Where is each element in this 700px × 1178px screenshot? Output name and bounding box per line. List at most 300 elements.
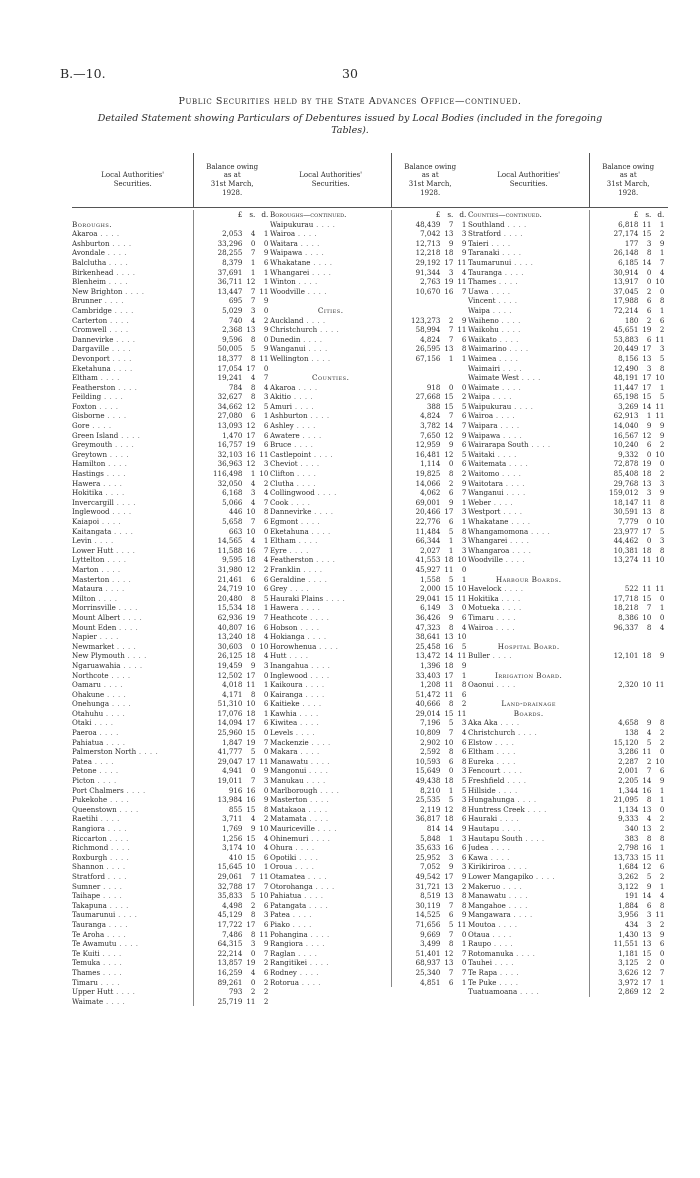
pence-value: 4: [461, 267, 467, 277]
shillings-value: 17: [642, 977, 652, 987]
balance-amount: [391, 306, 468, 316]
pounds-value: 11,484: [415, 526, 441, 536]
pence-value: 1: [263, 411, 269, 421]
balance-amount: [589, 939, 666, 949]
pounds-value: 53,883: [613, 334, 639, 344]
authority-name: Greytown . .: [72, 450, 193, 460]
shillings-value: 4: [250, 478, 256, 488]
balance-amount: [391, 421, 468, 431]
authority-name: Timaru . .: [468, 613, 589, 623]
balance-amount: [193, 853, 270, 863]
authority-name: Harbour Boards.: [495, 574, 562, 584]
balance-amount: [391, 555, 468, 565]
balance-amount: [391, 603, 468, 613]
pence-value: 10: [457, 555, 467, 565]
authority-name: Rotomanuka . .: [468, 949, 589, 959]
authority-name: Hutt . .: [270, 651, 391, 661]
shillings-value: 12: [642, 862, 652, 872]
balance-amount: [391, 949, 468, 959]
authority-name: Kawhia . .: [270, 709, 391, 719]
pounds-value: 50,005: [217, 344, 243, 354]
balance-amount: [193, 411, 270, 421]
table-row: [72, 958, 270, 968]
table-row: [270, 814, 468, 824]
pounds-value: 25,535: [415, 795, 441, 805]
table-row: [468, 603, 666, 613]
authority-name: Waipawa . .: [270, 248, 391, 258]
shillings-value: 8: [250, 689, 256, 699]
authority-name: Masterton . .: [72, 575, 193, 585]
header-text: 1928.: [222, 188, 243, 197]
table-row: [468, 373, 666, 383]
table-row: [468, 469, 666, 479]
balance-amount: [193, 901, 270, 911]
table-row: [72, 440, 270, 450]
authority-name: Mount Albert . .: [72, 613, 193, 623]
pounds-value: 3,626: [618, 967, 639, 977]
pounds-value: 13,093: [217, 421, 243, 431]
balance-amount: [193, 488, 270, 498]
authority-name: Taihape . .: [72, 891, 193, 901]
table-row: [468, 690, 666, 700]
shillings-value: [638, 699, 651, 709]
shillings-value: 11: [642, 555, 652, 565]
pounds-value: [590, 661, 638, 671]
balance-amount: [391, 834, 468, 844]
shillings-value: 3: [646, 238, 652, 248]
pounds-value: 58,994: [415, 325, 441, 335]
authority-name: Winton . .: [270, 277, 391, 287]
shillings-value: 12: [642, 430, 652, 440]
balance-amount: [193, 229, 270, 239]
authority-name: Kaikoura . .: [270, 680, 391, 690]
table-row: [468, 901, 666, 911]
pounds-value: 7,486: [222, 929, 243, 939]
pence-value: 2: [659, 871, 665, 881]
pounds-value: 25,952: [415, 852, 441, 862]
pence-value: 0: [461, 603, 467, 613]
authority-name: Akaroa . .: [270, 383, 391, 393]
table-row: [72, 306, 270, 316]
authority-name: Waiheno . .: [468, 316, 589, 326]
table-row: [468, 498, 666, 508]
shillings-value: 17: [444, 670, 454, 680]
shillings-value: 14: [642, 776, 652, 786]
authority-name: Hokitika . .: [72, 488, 193, 498]
pounds-value: 13,984: [217, 795, 243, 805]
balance-amount: [193, 690, 270, 700]
shillings-value: 10: [246, 526, 256, 536]
authority-name: Stratford . .: [72, 872, 193, 882]
authority-name: Cheviot . .: [270, 459, 391, 469]
shillings-value: 5: [250, 344, 256, 354]
pence-value: 6: [461, 459, 467, 469]
table-row: [270, 316, 468, 326]
balance-amount: [193, 248, 270, 258]
authority-name: Westport . .: [468, 507, 589, 517]
pence-value: 0: [263, 363, 269, 373]
table-row: [270, 776, 468, 786]
header-text: Balance owing: [206, 162, 259, 171]
authority-name: Grey . .: [270, 584, 391, 594]
shillings-value: [440, 364, 453, 374]
table-row: [468, 344, 666, 354]
shillings-value: 7: [448, 411, 454, 421]
table-row: [72, 795, 270, 805]
pounds-value: [194, 220, 242, 230]
pence-value: 11: [259, 449, 269, 459]
authority-name: Collingwood . .: [270, 488, 391, 498]
authority-name: Hobson . .: [270, 623, 391, 633]
table-row: [468, 421, 666, 431]
shillings-value: 17: [444, 507, 454, 517]
table-row: [270, 738, 468, 748]
pence-value: 6: [461, 747, 467, 757]
shillings-value: 6: [448, 517, 454, 526]
pounds-value: 67,156: [415, 353, 441, 363]
table-row: [270, 536, 468, 546]
pounds-value: 14,040: [613, 421, 639, 431]
pounds-value: 388: [426, 401, 441, 411]
shillings-value: 12: [444, 948, 454, 958]
pence-value: 2: [263, 478, 269, 488]
pounds-value: 16,757: [217, 440, 243, 450]
shillings-value: 11: [642, 219, 652, 229]
authority-name: Hospital Board.: [497, 641, 560, 651]
table-row: [72, 968, 270, 978]
table-row: [270, 479, 468, 489]
balance-amount: [589, 623, 666, 633]
authority-name: Manawatu . .: [468, 891, 589, 901]
pounds-value: 33,403: [415, 670, 441, 680]
pounds-value: 11,551: [613, 939, 639, 949]
pence-value: 9: [263, 344, 269, 354]
table-row: [72, 277, 270, 287]
balance-amount: [193, 373, 270, 383]
authority-name: Hungahunga . .: [468, 795, 589, 805]
table-row: [270, 344, 468, 354]
table-row: [72, 575, 270, 585]
authority-name: Morrinsville . .: [72, 603, 193, 613]
shillings-value: 15: [444, 708, 454, 718]
authority-name: Matakaoa . .: [270, 805, 391, 815]
table-row: [72, 824, 270, 834]
pence-value: 9: [461, 430, 467, 440]
table-row: [72, 507, 270, 517]
table-row: [72, 450, 270, 460]
balance-amount: [193, 335, 270, 345]
table-row: [468, 613, 666, 623]
authority-name: Napier . .: [72, 632, 193, 642]
table-row: [468, 594, 666, 604]
pence-value: 9: [461, 248, 467, 258]
table-row: [468, 210, 666, 220]
pounds-value: 47,323: [415, 622, 441, 632]
pence-value: 3: [263, 910, 269, 920]
balance-amount: [589, 958, 666, 968]
table-row: [72, 488, 270, 498]
pounds-value: [590, 699, 638, 709]
shillings-value: 11: [246, 996, 256, 1006]
authority-name: Kaitangata . .: [72, 527, 193, 537]
table-row: [72, 325, 270, 335]
table-row: [270, 882, 468, 892]
pence-value: 6: [461, 440, 467, 450]
shillings-value: 4: [250, 814, 256, 824]
balance-amount: [391, 747, 468, 757]
balance-amount: [589, 450, 666, 460]
authority-name: Tauranga . .: [468, 268, 589, 278]
shillings-value: 15: [246, 728, 256, 738]
balance-amount: [193, 920, 270, 930]
pounds-value: [590, 642, 638, 652]
authority-name: Otaua . .: [468, 930, 589, 940]
shillings-value: 5: [250, 747, 256, 757]
authority-name: Dargaville . .: [72, 344, 193, 354]
pounds-value: £: [237, 210, 243, 219]
pounds-value: 12,959: [415, 440, 441, 450]
pounds-value: 191: [624, 891, 639, 901]
authority-name: Carterton . .: [72, 316, 193, 326]
authority-name: Cook . .: [270, 498, 391, 508]
shillings-value: s.: [447, 210, 454, 219]
pence-value: 11: [655, 852, 665, 862]
pounds-value: [392, 373, 440, 383]
authority-name: Waikohu . .: [468, 325, 589, 335]
pence-value: 3: [461, 229, 467, 239]
balance-amount: [391, 268, 468, 278]
authority-name: Milton . .: [72, 594, 193, 604]
shillings-value: 3: [646, 919, 652, 929]
balance-amount: [589, 527, 666, 537]
pounds-value: 26,148: [613, 248, 639, 258]
balance-amount: [589, 882, 666, 892]
shillings-value: 16: [246, 449, 256, 459]
balance-amount: [193, 824, 270, 834]
pence-value: 2: [461, 699, 467, 709]
shillings-value: 5: [646, 737, 652, 747]
pence-value: [651, 671, 664, 681]
pence-value: 8: [659, 833, 665, 843]
balance-amount: [193, 565, 270, 575]
pounds-value: 10,593: [415, 756, 441, 766]
table-row: [72, 862, 270, 872]
table-row: [270, 872, 468, 882]
authority-name: Raetihi . .: [72, 814, 193, 824]
shillings-value: 14: [444, 824, 454, 833]
pounds-value: 66,344: [415, 536, 441, 546]
pence-value: [651, 575, 664, 585]
shillings-value: 6: [646, 900, 652, 910]
table-row: [468, 623, 666, 633]
pounds-value: 2,763: [420, 277, 441, 287]
table-row: [72, 738, 270, 748]
pence-value: 1: [263, 229, 269, 239]
balance-amount: [391, 459, 468, 469]
authority-name: Waitaki . .: [468, 450, 589, 460]
table-row: [72, 555, 270, 565]
table-row: [270, 968, 468, 978]
pence-value: 1: [263, 277, 269, 287]
shillings-value: 7: [448, 325, 454, 335]
table-column: [270, 208, 468, 1006]
pence-value: 6: [263, 430, 269, 440]
balance-amount: [193, 632, 270, 642]
authority-name: Marlborough . .: [270, 786, 391, 796]
balance-amount: [193, 805, 270, 815]
table-row: [72, 930, 270, 940]
balance-amount: [391, 498, 468, 508]
pence-value: 5: [461, 785, 467, 795]
authority-name: Waipara . .: [468, 421, 589, 431]
table-row: [468, 268, 666, 278]
balance-amount: [193, 517, 270, 527]
balance-amount: [589, 795, 666, 805]
balance-amount: [193, 325, 270, 335]
pounds-value: 13,274: [613, 555, 639, 565]
pence-value: 1: [461, 517, 467, 526]
pounds-value: 49,438: [415, 776, 441, 786]
shillings-value: 3: [646, 488, 652, 498]
pence-value: 11: [655, 401, 665, 411]
header-text: 31st March,: [606, 180, 650, 188]
shillings-value: 8: [448, 699, 454, 709]
table-row: [468, 450, 666, 460]
shillings-value: 19: [246, 958, 256, 968]
table-row: [468, 565, 666, 575]
authority-name: [468, 565, 589, 575]
pounds-value: 4,171: [222, 689, 243, 699]
authority-name: Castlepoint . .: [270, 450, 391, 460]
pounds-value: 85,408: [613, 469, 639, 479]
authority-name: Eltham . .: [468, 747, 589, 757]
pence-value: 9: [659, 430, 665, 440]
balance-amount: [589, 364, 666, 374]
pence-value: 11: [259, 929, 269, 939]
balance-amount: [589, 277, 666, 287]
pounds-value: 19,825: [415, 469, 441, 479]
pence-value: 10: [457, 632, 467, 642]
table-body: [72, 207, 668, 1006]
pounds-value: 695: [228, 296, 243, 306]
authority-name: Devonport . .: [72, 354, 193, 364]
pence-value: 1: [659, 248, 665, 258]
pounds-value: 340: [624, 824, 639, 833]
authority-name: Featherston . .: [270, 555, 391, 565]
pence-value: 10: [655, 277, 665, 287]
pence-value: 8: [659, 363, 665, 373]
balance-amount: [391, 277, 468, 287]
authority-name: Counties—continued.: [468, 210, 542, 219]
authority-name: Taumarunui . .: [72, 910, 193, 920]
authority-name: Boards.: [513, 708, 544, 718]
table-row: [72, 565, 270, 575]
pounds-value: 2,798: [618, 843, 639, 853]
shillings-value: 7: [448, 929, 454, 939]
balance-amount: [193, 862, 270, 872]
table-row: [270, 642, 468, 652]
pounds-value: 855: [228, 804, 243, 814]
pounds-value: 3,269: [618, 401, 639, 411]
pence-value: 2: [659, 824, 665, 833]
pence-value: 10: [655, 449, 665, 459]
pence-value: [453, 306, 466, 316]
shillings-value: 13: [642, 507, 652, 517]
shillings-value: 18: [444, 776, 454, 786]
pounds-value: 14,525: [415, 910, 441, 920]
authority-name: Invercargill . .: [72, 498, 193, 508]
table-row: [468, 987, 666, 997]
header-text: Balance owing: [602, 162, 655, 171]
balance-amount: [391, 392, 468, 402]
shillings-value: 5: [250, 891, 256, 901]
shillings-value: 19: [642, 459, 652, 469]
balance-amount: [589, 459, 666, 469]
balance-amount: [391, 680, 468, 690]
pounds-value: 3,972: [618, 977, 639, 987]
balance-amount: [391, 661, 468, 671]
balance-amount: [391, 575, 468, 585]
balance-amount: [391, 814, 468, 824]
table-column: [468, 208, 666, 1006]
table-row: [468, 747, 666, 757]
pence-value: 10: [259, 891, 269, 901]
shillings-value: 11: [642, 497, 652, 507]
table-row: [468, 220, 666, 230]
balance-amount: [589, 901, 666, 911]
pence-value: 4: [263, 555, 269, 565]
table-row: [270, 459, 468, 469]
table-row: [468, 882, 666, 892]
table-row: [72, 757, 270, 767]
pence-value: 2: [263, 564, 269, 574]
pence-value: 10: [259, 824, 269, 833]
pence-value: 10: [655, 373, 665, 383]
shillings-value: 15: [444, 392, 454, 402]
shillings-value: 7: [448, 334, 454, 344]
pounds-value: 10,809: [415, 728, 441, 738]
pence-value: 0: [659, 612, 665, 622]
balance-amount: [589, 584, 666, 594]
authority-name: Waimairi . .: [468, 364, 589, 374]
pence-value: 5: [461, 401, 467, 411]
shillings-value: 10: [642, 680, 652, 690]
pence-value: 8: [659, 545, 665, 555]
pounds-value: 123,273: [411, 315, 441, 325]
pounds-value: 7,042: [420, 229, 441, 239]
authority-name: Waipa . .: [468, 392, 589, 402]
table-row: [270, 709, 468, 719]
shillings-value: 11: [444, 564, 454, 574]
shillings-value: 19: [642, 325, 652, 335]
balance-amount: [193, 987, 270, 997]
balance-amount: [193, 220, 270, 230]
shillings-value: 6: [646, 296, 652, 306]
pence-value: 0: [263, 728, 269, 738]
shillings-value: 12: [642, 967, 652, 977]
authority-name: Opotiki . .: [270, 853, 391, 863]
table-row: [270, 834, 468, 844]
authority-name: Pahiatua . .: [270, 891, 391, 901]
balance-amount: [589, 220, 666, 230]
balance-amount: [391, 920, 468, 930]
authority-name: Whakatane . .: [270, 258, 391, 268]
authority-name: Waimea . .: [468, 354, 589, 364]
authority-name: Inglewood . .: [72, 507, 193, 517]
authority-name: Whakatane . .: [468, 517, 589, 527]
authority-name: Waitemata . .: [468, 459, 589, 469]
pence-value: 2: [461, 469, 467, 479]
